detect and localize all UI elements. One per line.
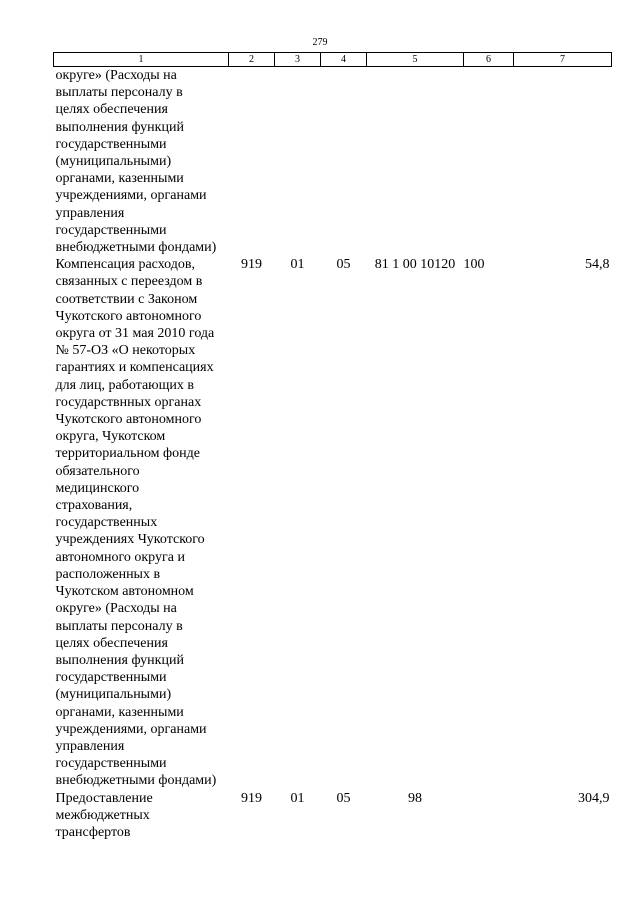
row-ministry-code: 919: [241, 790, 262, 806]
row-section-code: 01: [290, 790, 305, 806]
row-subsection-code: [321, 67, 367, 257]
row-expense-type: [464, 790, 514, 842]
row-subsection-code: 05: [336, 790, 351, 806]
header-col-4: 4: [321, 53, 367, 67]
row-ministry-code: 919: [241, 257, 262, 273]
header-col-1: 1: [54, 53, 229, 67]
table-header: [54, 53, 612, 67]
row-amount: 54,8: [585, 257, 610, 273]
header-col-3: 3: [275, 53, 321, 67]
row-expense-type: [464, 67, 514, 257]
budget-table: [53, 52, 612, 841]
header-row: [54, 53, 612, 67]
row-subsection-code: 05: [336, 257, 351, 273]
header-col-6: 6: [464, 53, 514, 67]
row-ministry-code: [229, 67, 275, 257]
row-description: округе» (Расходы на выплаты персоналу в целях обеспечения выполнения функций государственными (муниципальными) органами, казенными учреждениями, органами управления государственными внебюджетными фондами): [55, 68, 217, 256]
row-amount: 304,9: [578, 790, 610, 806]
row-description: Предоставление межбюджетных трансфертов: [55, 790, 153, 840]
row-target-article: [367, 67, 464, 257]
row-amount: [514, 67, 612, 257]
page-number: 279: [312, 37, 328, 48]
header-col-5: 5: [367, 53, 464, 67]
header-col-2: 2: [229, 53, 275, 67]
table-body: [54, 67, 612, 842]
table-row: [54, 67, 612, 257]
table-row: [54, 256, 612, 789]
row-section-code: [275, 67, 321, 257]
row-target-article: 98: [408, 790, 422, 806]
row-section-code: 01: [290, 257, 305, 273]
row-description: Компенсация расходов, связанных с переездом в соответствии с Законом Чукотского автономного округа от 31 мая 2010 года № 57-ОЗ «О некоторых гарантиях и компенсациях для лиц, работающих в государствнных органах Чукотского автономного округа, Чукотском территориальном фонде обязательного медицинского страхования, государственных учреждениях Чукотского автономного округа и расположенных в Чукотском автономном округе» (Расходы на выплаты персоналу в целях обеспечения выполнения функций государственными (муниципальными) органами, казенными учреждениями, органами управления государственными внебюджетными фондами): [55, 257, 217, 789]
row-expense-type: 100: [463, 257, 485, 273]
row-target-article: 81 1 00 10120: [374, 257, 456, 273]
header-col-7: 7: [514, 53, 612, 67]
table-row: [54, 790, 612, 842]
